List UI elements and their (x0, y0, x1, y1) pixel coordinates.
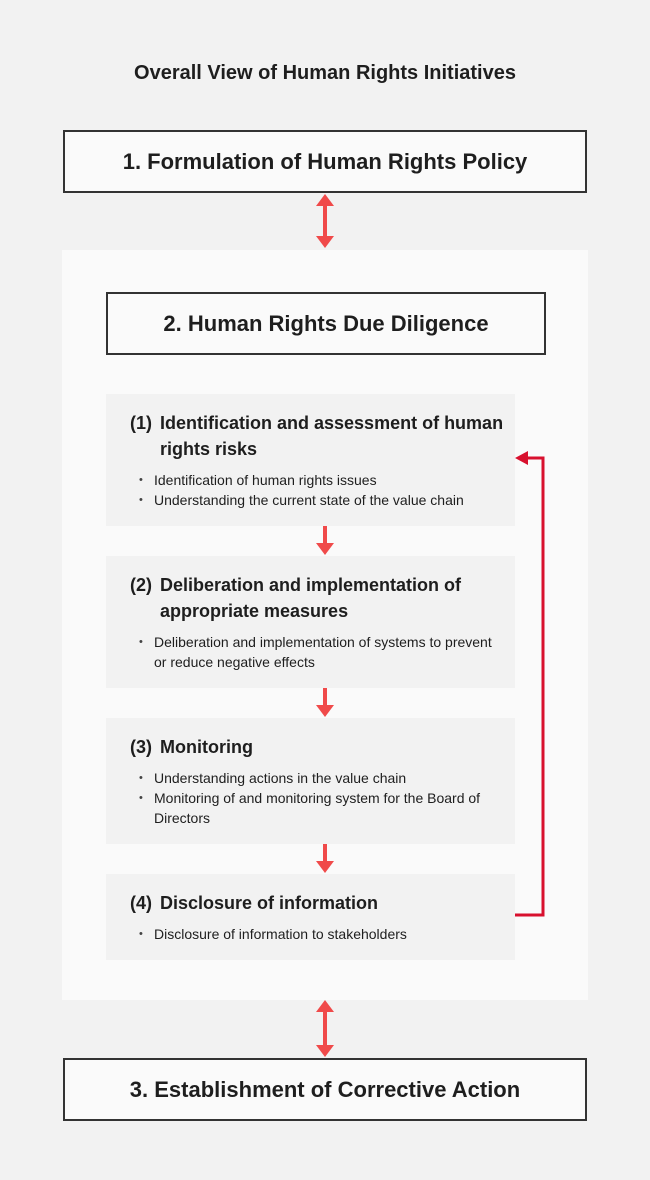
step-number: (4) (130, 893, 152, 913)
diagram-title: Overall View of Human Rights Initiatives (134, 62, 516, 84)
down-arrow-icon (316, 688, 334, 717)
step-title: Deliberation and implementation of appropriate measures (160, 575, 462, 621)
policy-box-label: 1. Formulation of Human Rights Policy (122, 148, 528, 174)
corrective-action-box-label: 3. Establishment of Corrective Action (129, 1076, 521, 1102)
step-number: (3) (130, 737, 152, 757)
step-number: (1) (130, 413, 152, 433)
due-diligence-box-label: 2. Human Rights Due Diligence (163, 310, 489, 336)
feedback-loop-arrow-icon (515, 451, 543, 915)
down-arrow-icon (316, 844, 334, 873)
double-arrow-icon (316, 194, 334, 248)
step-title: Identification and assessment of human rights risks (160, 413, 504, 459)
bullet-item: • Disclosure of information to stakeholders (130, 924, 507, 944)
bullet-item: • Understanding actions in the value chain (130, 768, 507, 788)
step-title: Monitoring (160, 737, 253, 757)
bullet-item: • Identification of human rights issues (130, 470, 507, 490)
double-arrow-icon (316, 1000, 334, 1057)
bullet-item: • Deliberation and implementation of systems to prevent or reduce negative effects (130, 632, 507, 672)
bullet-item: • Understanding the current state of the value chain (130, 490, 507, 510)
step-title: Disclosure of information (160, 893, 379, 913)
down-arrow-icon (316, 526, 334, 555)
bullet-item: • Monitoring of and monitoring system for the Board of Directors (130, 788, 507, 828)
step-number: (2) (130, 575, 152, 595)
